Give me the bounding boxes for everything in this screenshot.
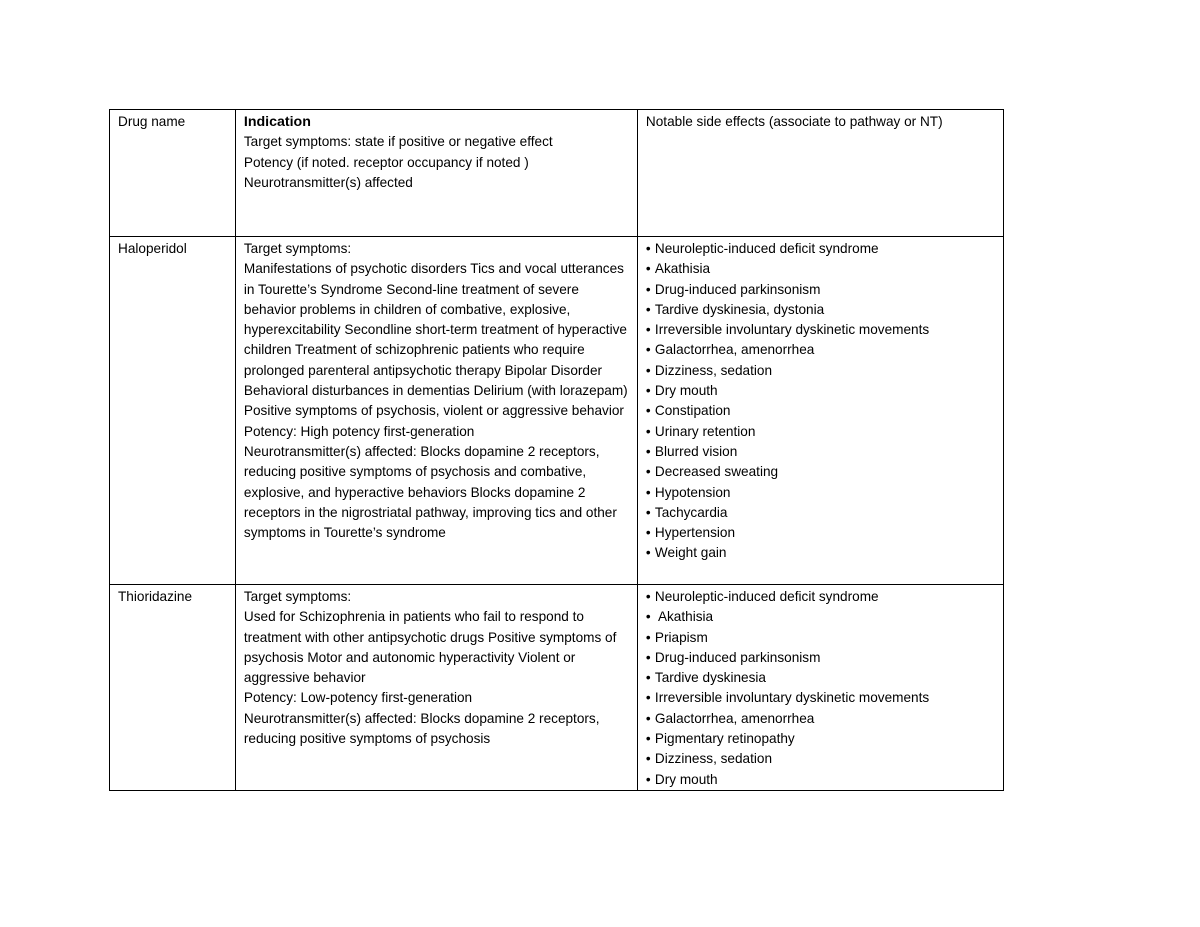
side-effect-item: • Decreased sweating bbox=[646, 462, 995, 482]
drug-table bbox=[109, 109, 1004, 791]
side-effect-item: • Drug-induced parkinsonism bbox=[646, 648, 995, 668]
side-effect-item: • Urinary retention bbox=[646, 422, 995, 442]
potency-text: Potency: High potency first-generation bbox=[243, 423, 475, 439]
header-side-effects-cell bbox=[637, 110, 1003, 237]
drug-name-cell bbox=[110, 585, 236, 791]
header-side-effects: Notable side effects (associate to pathway or NT) bbox=[645, 114, 943, 129]
drug-name: Haloperidol bbox=[118, 241, 187, 256]
side-effect-item: • Drug-induced parkinsonism bbox=[646, 280, 995, 300]
header-indication-title: Indication bbox=[243, 114, 311, 130]
side-effect-item: • Neuroleptic-induced deficit syndrome bbox=[646, 587, 995, 607]
side-effects-cell bbox=[637, 585, 1003, 791]
table-row bbox=[110, 585, 1004, 791]
side-effect-item: • Tachycardia bbox=[646, 503, 995, 523]
header-indication-line: Potency (if noted. receptor occupancy if noted ) bbox=[243, 154, 529, 170]
header-indication-line: Neurotransmitter(s) affected bbox=[243, 174, 413, 190]
side-effect-item: • Tardive dyskinesia, dystonia bbox=[646, 300, 995, 320]
side-effects-cell bbox=[637, 237, 1003, 585]
side-effect-item: • Galactorrhea, amenorrhea bbox=[646, 709, 995, 729]
side-effect-item: • Akathisia bbox=[646, 259, 995, 279]
neurotransmitters-text: Neurotransmitter(s) affected: Blocks dopamine 2 receptors, reducing positive symptoms of psychosis and combative, explosive, and hyperactive behaviors Blocks dopamine 2 receptors in the nigrostriatal pathway, improving tics and other symptoms in Tourette’s syndrome bbox=[243, 443, 617, 541]
side-effect-item: • Weight gain bbox=[646, 543, 995, 563]
side-effect-item: • Constipation bbox=[646, 401, 995, 421]
side-effect-item: • Pigmentary retinopathy bbox=[646, 729, 995, 749]
side-effect-item: • Blurred vision bbox=[646, 442, 995, 462]
side-effects-list bbox=[646, 239, 995, 564]
header-drug-name: Drug name bbox=[118, 114, 186, 129]
side-effect-item: • Hypotension bbox=[646, 483, 995, 503]
header-indication-cell bbox=[235, 110, 637, 237]
side-effect-item: • Priapism bbox=[646, 628, 995, 648]
target-symptoms-label: Target symptoms: bbox=[243, 589, 352, 604]
side-effect-item: • Neuroleptic-induced deficit syndrome bbox=[646, 239, 995, 259]
drug-name: Thioridazine bbox=[118, 589, 193, 604]
side-effect-item: • Irreversible involuntary dyskinetic movements bbox=[646, 320, 995, 340]
side-effect-item: • Dizziness, sedation bbox=[646, 361, 995, 381]
indication-cell bbox=[235, 585, 637, 791]
drug-name-cell bbox=[110, 237, 236, 585]
neurotransmitters-text: Neurotransmitter(s) affected: Blocks dopamine 2 receptors, reducing positive symptoms of psychosis bbox=[243, 710, 600, 747]
side-effect-item: • Tardive dyskinesia bbox=[646, 668, 995, 688]
target-symptoms-label: Target symptoms: bbox=[243, 241, 352, 256]
potency-text: Potency: Low-potency first-generation bbox=[243, 690, 473, 706]
side-effect-item: • Dizziness, sedation bbox=[646, 749, 995, 769]
side-effect-item: • Irreversible involuntary dyskinetic movements bbox=[646, 688, 995, 708]
side-effect-item: • Dry mouth bbox=[646, 770, 995, 790]
side-effect-item: • Dry mouth bbox=[646, 381, 995, 401]
table-row bbox=[110, 237, 1004, 585]
header-indication-line: Target symptoms: state if positive or negative effect bbox=[243, 134, 553, 150]
header-drug-name-cell bbox=[110, 110, 236, 237]
side-effects-list bbox=[646, 587, 995, 790]
target-symptoms-text: Manifestations of psychotic disorders Tics and vocal utterances in Tourette’s Syndrome Second-line treatment of severe behavior problems in children of combative, explosive, hyperexcitability Secondline short-term treatment of hyperactive children Treatment of schizophrenic patients who require prolonged parenteral antipsychotic therapy Bipolar Disorder Behavioral disturbances in dementias Delirium (with lorazepam) Positive symptoms of psychosis, violent or aggressive behavior bbox=[243, 261, 628, 419]
side-effect-item: • Hypertension bbox=[646, 523, 995, 543]
table-header-row bbox=[110, 110, 1004, 237]
indication-cell bbox=[235, 237, 637, 585]
side-effect-item: • Galactorrhea, amenorrhea bbox=[646, 340, 995, 360]
side-effect-item: • Akathisia bbox=[646, 607, 995, 627]
target-symptoms-text: Used for Schizophrenia in patients who fail to respond to treatment with other antipsychotic drugs Positive symptoms of psychosis Motor and autonomic hyperactivity Violent or aggressive behavior bbox=[243, 609, 617, 686]
